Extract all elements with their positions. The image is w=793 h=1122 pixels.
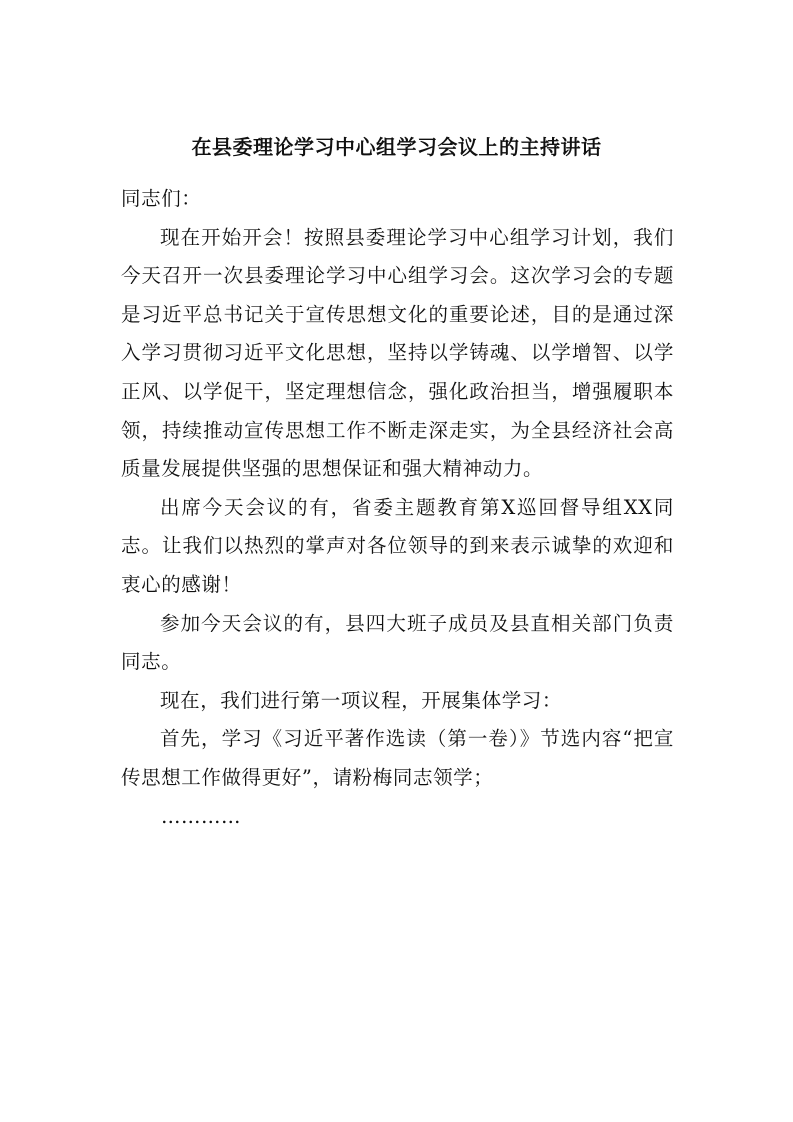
paragraph-attendees-members: 参加今天会议的有，县四大班子成员及县直相关部门负责同志。	[121, 611, 674, 674]
ellipsis: …………	[161, 804, 241, 828]
paragraph-agenda: 现在，我们进行第一项议程，开展集体学习：	[160, 688, 563, 712]
document-body	[121, 180, 674, 836]
salutation: 同志们：	[121, 187, 202, 210]
paragraph-attendees-leaders: 出席今天会议的有，省委主题教育第X巡回督导组XX同志。让我们以热烈的掌声对各位领导的到来表示诚挚的欢迎和衷心的感谢！	[121, 495, 674, 596]
paragraph-opening: 现在开始开会！按照县委理论学习中心组学习计划，我们今天召开一次县委理论学习中心组学习会。这次学习会的专题是习近平总书记关于宣传思想文化的重要论述，目的是通过深入学习贯彻习近平文化思想，坚持以学铸魂、以学增智、以学正风、以学促干，坚定理想信念，强化政治担当，增强履职本领，持续推动宣传思想工作不断走深走实，为全县经济社会高质量发展提供坚强的思想保证和强大精神动力。	[121, 225, 674, 481]
paragraph-first-study: 首先，学习《习近平著作选读（第一卷）》节选内容“把宣传思想工作做得更好”，请粉梅同志领学；	[121, 727, 674, 789]
document-title: 在县委理论学习中心组学习会议上的主持讲话	[191, 135, 602, 159]
